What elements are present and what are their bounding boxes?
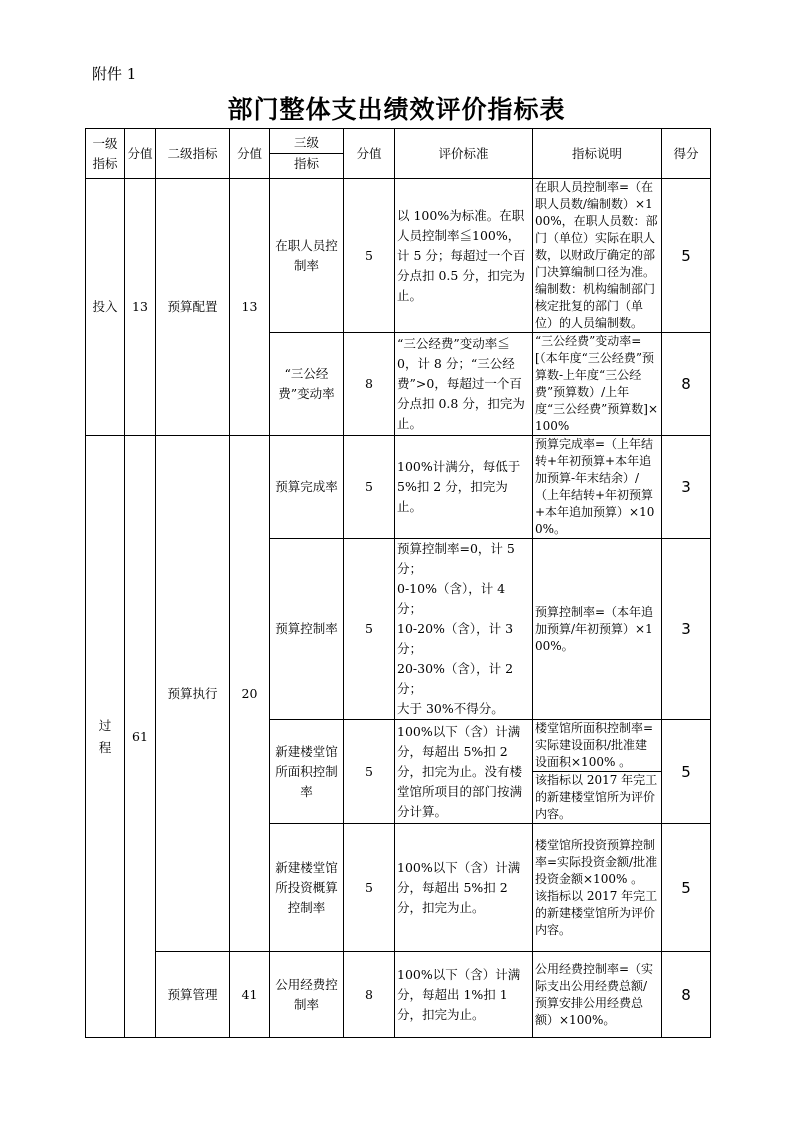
criteria-line: 10-20%（含），计 3 分； bbox=[397, 621, 514, 656]
page-title: 部门整体支出绩效评价指标表 bbox=[227, 95, 566, 124]
indicator-result: 3 bbox=[662, 436, 711, 539]
level1-process-score: 61 bbox=[125, 436, 156, 1038]
attachment-label: 附件 1 bbox=[92, 65, 137, 83]
indicator-score: 5 bbox=[344, 824, 395, 952]
indicator-explanation: 在职人员控制率=（在职人员数/编制数）×100%，在职人员数：部门（单位）实际在职人数，以财政厅确定的部门决算编制口径为准。编制数：机构编制部门核定批复的部门（单位）的人员编制数。 bbox=[533, 179, 662, 333]
indicator-name: “三公经费”变动率 bbox=[270, 333, 344, 436]
indicator-result: 8 bbox=[662, 952, 711, 1038]
indicator-score: 5 bbox=[344, 539, 395, 720]
indicator-score: 8 bbox=[344, 952, 395, 1038]
indicator-result: 3 bbox=[662, 539, 711, 720]
indicator-explanation bbox=[533, 720, 662, 824]
table-row bbox=[86, 436, 711, 539]
indicator-score: 5 bbox=[344, 179, 395, 333]
criteria-line: 大于 30%不得分。 bbox=[397, 701, 504, 716]
indicator-criteria: “三公经费”变动率≦0，计 8 分；“三公经费”>0，每超过一个百分点扣 0.8 分，扣完为止。 bbox=[395, 333, 533, 436]
header-score1: 分值 bbox=[125, 129, 156, 179]
indicator-result: 5 bbox=[662, 179, 711, 333]
table-row bbox=[86, 179, 711, 333]
indicator-name: 公用经费控制率 bbox=[270, 952, 344, 1038]
explanation-formula: 楼堂馆所面积控制率=实际建设面积/批准建设面积×100% 。 bbox=[533, 720, 661, 772]
indicator-result: 8 bbox=[662, 333, 711, 436]
criteria-line: 0-10%（含），计 4 分； bbox=[397, 581, 506, 616]
indicator-criteria: 以 100%为标准。在职人员控制率≦100%，计 5 分；每超过一个百分点扣 0.5 分，扣完为止。 bbox=[395, 179, 533, 333]
header-level3-bottom: 指标 bbox=[293, 156, 319, 171]
header-level2: 二级指标 bbox=[156, 129, 230, 179]
indicator-result: 5 bbox=[662, 824, 711, 952]
level2-budget-mgmt: 预算管理 bbox=[156, 952, 230, 1038]
explanation-formula: 楼堂馆所投资预算控制率=实际投资金额/批准投资金额×100% 。 bbox=[535, 837, 658, 886]
indicator-name: 新建楼堂馆所投资概算控制率 bbox=[270, 824, 344, 952]
indicator-name: 在职人员控制率 bbox=[270, 179, 344, 333]
table-row bbox=[86, 952, 711, 1038]
indicator-criteria: 100%以下（含）计满分，每超出 1%扣 1 分，扣完为止。 bbox=[395, 952, 533, 1038]
level1-process-char-1: 过 bbox=[98, 717, 112, 733]
level2-budget-config-score: 13 bbox=[230, 179, 270, 436]
level1-input: 投入 bbox=[86, 179, 125, 436]
criteria-line: 预算控制率=0，计 5 分； bbox=[397, 541, 515, 576]
indicator-explanation: 预算完成率=（上年结转+年初预算+本年追加预算-年末结余）/（上年结转+年初预算+本年追加预算）×100%。 bbox=[533, 436, 662, 539]
indicator-explanation: 预算控制率=（本年追加预算/年初预算）×100%。 bbox=[533, 539, 662, 720]
indicator-name: 预算完成率 bbox=[270, 436, 344, 539]
indicator-result: 5 bbox=[662, 720, 711, 824]
header-result: 得分 bbox=[662, 129, 711, 179]
indicator-score: 5 bbox=[344, 436, 395, 539]
indicator-name: 预算控制率 bbox=[270, 539, 344, 720]
indicator-criteria: 100%以下（含）计满分，每超出 5%扣 2 分，扣完为止。 bbox=[395, 824, 533, 952]
indicator-explanation bbox=[533, 824, 662, 952]
level1-process bbox=[86, 436, 125, 1038]
header-explanation: 指标说明 bbox=[533, 129, 662, 179]
level1-process-char-2: 程 bbox=[98, 739, 112, 755]
header-level3-top: 三级 bbox=[270, 133, 344, 154]
level2-budget-exec: 预算执行 bbox=[156, 436, 230, 952]
indicator-explanation: “三公经费”变动率=[（本年度“三公经费”预算数-上年度“三公经费”预算数）/上年度“三公经费”预算数]×100% bbox=[533, 333, 662, 436]
level1-input-score: 13 bbox=[125, 179, 156, 436]
table-header-row bbox=[86, 129, 711, 179]
explanation-scope: 该指标以 2017 年完工的新建楼堂馆所为评价内容。 bbox=[535, 773, 658, 821]
level1-process-text bbox=[98, 715, 112, 759]
indicator-criteria-list bbox=[395, 539, 533, 720]
indicator-score: 5 bbox=[344, 720, 395, 824]
indicator-score: 8 bbox=[344, 333, 395, 436]
indicator-criteria: 100%计满分，每低于 5%扣 2 分，扣完为止。 bbox=[395, 436, 533, 539]
level2-budget-config: 预算配置 bbox=[156, 179, 230, 436]
indicator-explanation: 公用经费控制率=（实际支出公用经费总额/预算安排公用经费总额）×100%。 bbox=[533, 952, 662, 1038]
indicator-criteria: 100%以下（含）计满分，每超出 5%扣 2 分，扣完为止。没有楼堂馆所项目的部门按满分计算。 bbox=[395, 720, 533, 824]
explanation-scope: 该指标以 2017 年完工的新建楼堂馆所为评价内容。 bbox=[535, 888, 658, 937]
performance-indicator-table bbox=[85, 128, 711, 1038]
indicator-name: 新建楼堂馆所面积控制率 bbox=[270, 720, 344, 824]
header-level1: 一级指标 bbox=[86, 129, 125, 179]
header-level3 bbox=[270, 129, 344, 179]
level2-budget-mgmt-score: 41 bbox=[230, 952, 270, 1038]
criteria-line: 20-30%（含），计 2 分； bbox=[397, 661, 514, 696]
header-criteria: 评价标准 bbox=[395, 129, 533, 179]
header-score2: 分值 bbox=[230, 129, 270, 179]
header-score3: 分值 bbox=[344, 129, 395, 179]
level2-budget-exec-score: 20 bbox=[230, 436, 270, 952]
